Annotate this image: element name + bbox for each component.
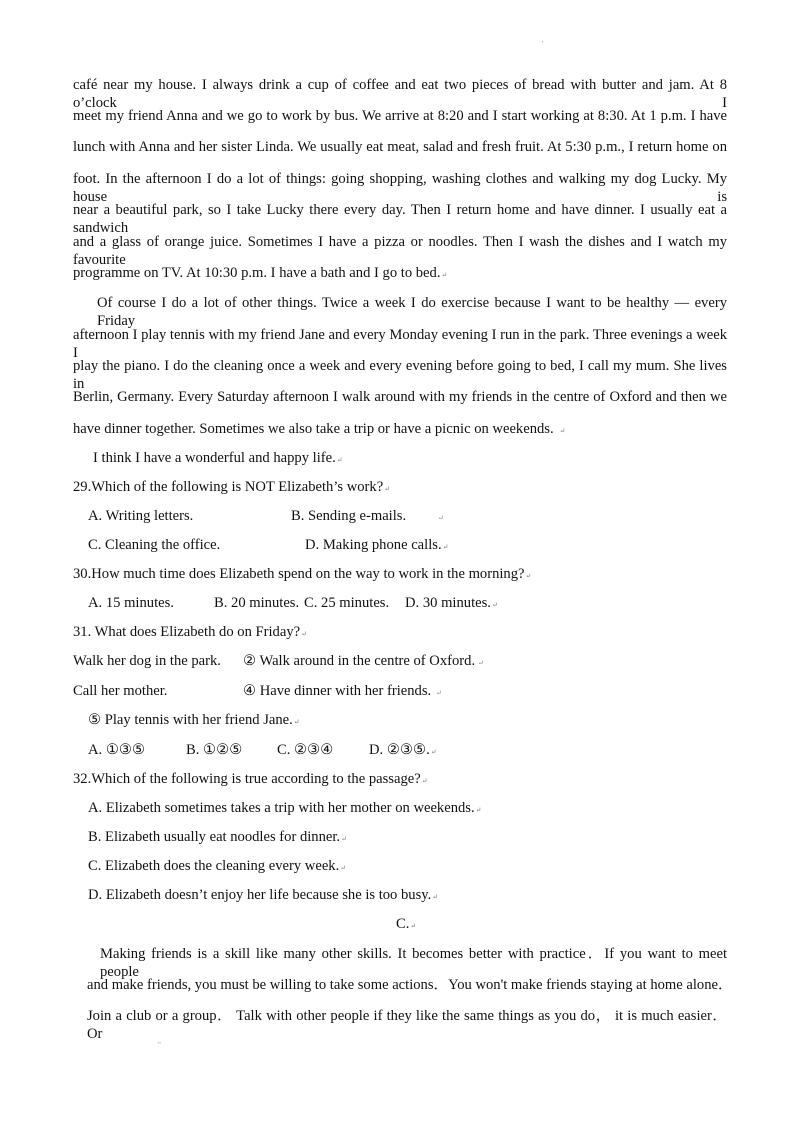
passage-b-line-5: near a beautiful park, so I take Lucky there every day. Then I return home and have dinner. I usually eat a sandwich	[73, 202, 727, 236]
passage-c-line-2: and make friends, you must be willing to take some actions．You won't make friends staying at home alone．	[87, 977, 733, 993]
question-29-option-a: A. Writing letters.	[88, 508, 194, 524]
question-32-option-a-text: A. Elizabeth sometimes takes a trip with her mother on weekends.	[88, 800, 475, 816]
question-32-option-b	[88, 828, 347, 848]
paragraph-mark: ↵	[559, 427, 566, 435]
question-32-option-a	[88, 799, 482, 819]
question-32-option-d-text: D. Elizabeth doesn’t enjoy her life because she is too busy.	[88, 887, 432, 903]
question-31-item-5-text: ⑤ Play tennis with her friend Jane.	[88, 712, 293, 728]
paragraph-mark: ↵	[436, 689, 442, 697]
question-29-option-d-text: D. Making phone calls.	[305, 537, 442, 553]
question-31-item-1: Walk her dog in the park.	[73, 653, 221, 669]
bottom-mark: "	[158, 1041, 161, 1049]
passage-b-line-8: Of course I do a lot of other things. Twice a week I do exercise because I want to be healthy — every Friday	[97, 295, 727, 329]
paragraph-mark: ↵	[438, 514, 444, 522]
top-mark: '	[542, 40, 544, 48]
question-31-option-c: C. ②③④	[277, 742, 334, 758]
question-30-text: 30.How much time does Elizabeth spend on the way to work in the morning?	[73, 566, 525, 582]
question-30-option-a: A. 15 minutes.	[88, 595, 174, 611]
paragraph-mark: ↵	[293, 718, 300, 726]
question-31-option-a: A. ①③⑤	[88, 742, 146, 758]
paragraph-mark: ↵	[432, 893, 439, 901]
paragraph-mark: ↵	[525, 572, 532, 580]
question-31-option-d-text: D. ②③⑤.	[369, 742, 430, 758]
paragraph-mark: ↵	[478, 659, 484, 667]
paragraph-mark: ↵	[301, 630, 307, 638]
section-c-heading	[396, 915, 416, 935]
question-29-option-d	[305, 536, 448, 556]
question-30-option-c: C. 25 minutes.	[304, 595, 390, 611]
question-30-option-d-text: D. 30 minutes.	[405, 595, 491, 611]
question-31-stem	[73, 623, 307, 643]
question-29-option-c: C. Cleaning the office.	[88, 537, 221, 553]
passage-b-line-2: meet my friend Anna and we go to work by bus. We arrive at 8:20 and I start working at 8:30. At 1 p.m. I have	[73, 108, 727, 124]
question-32-option-c	[88, 857, 346, 877]
question-31-item-4: ④ Have dinner with her friends.	[243, 683, 432, 699]
passage-b-line-13	[93, 449, 343, 469]
passage-b-line-7	[73, 264, 447, 284]
passage-b-line-11: Berlin, Germany. Every Saturday afternoon I walk around with my friends in the centre of Oxford and then we	[73, 389, 727, 405]
passage-b-line-3: lunch with Anna and her sister Linda. We usually eat meat, salad and fresh fruit. At 5:30 p.m., I return home on	[73, 139, 727, 155]
question-31-option-b: B. ①②⑤	[186, 742, 243, 758]
section-c-heading-text: C.	[396, 916, 410, 932]
question-30-stem	[73, 565, 531, 585]
question-29-text: 29.Which of the following is NOT Elizabeth’s work?	[73, 479, 384, 495]
question-31-option-d	[369, 741, 437, 761]
paragraph-mark: ↵	[430, 748, 437, 756]
paragraph-mark: ↵	[442, 543, 449, 551]
passage-b-line-1: café near my house. I always drink a cup of coffee and eat two pieces of bread with butter and jam. At 8 o’clock I	[73, 77, 727, 111]
paragraph-mark: ↵	[341, 835, 347, 843]
paragraph-mark: ↵	[410, 922, 417, 930]
question-32-option-b-text: B. Elizabeth usually eat noodles for dinner.	[88, 829, 341, 845]
passage-c-line-3: Join a club or a group． Talk with other people if they like the same things as you do， it is much easier．Or	[87, 1008, 727, 1042]
question-31-item-3: Call her mother.	[73, 683, 168, 699]
question-32-stem	[73, 770, 428, 790]
passage-b-line-7-text: programme on TV. At 10:30 p.m. I have a bath and I go to bed.	[73, 265, 441, 281]
paragraph-mark: ↵	[421, 777, 428, 785]
passage-b-line-12	[73, 420, 566, 440]
question-29-stem	[73, 478, 390, 498]
question-31-text: 31. What does Elizabeth do on Friday?	[73, 624, 301, 640]
paragraph-mark: ↵	[340, 864, 347, 872]
question-30-option-d	[405, 594, 498, 614]
passage-b-line-6: and a glass of orange juice. Sometimes I have a pizza or noodles. Then I wash the dishes and I watch my favourite	[73, 234, 727, 268]
passage-b-line-12-text: have dinner together. Sometimes we also take a trip or have a picnic on weekends.	[73, 421, 554, 437]
question-32-option-c-text: C. Elizabeth does the cleaning every week.	[88, 858, 340, 874]
passage-b-line-13-text: I think I have a wonderful and happy life.	[93, 450, 336, 466]
question-32-option-d	[88, 886, 438, 906]
question-31-item-5	[88, 711, 300, 731]
question-30-option-b: B. 20 minutes.	[214, 595, 300, 611]
paragraph-mark: ↵	[336, 456, 343, 464]
question-32-text: 32.Which of the following is true according to the passage?	[73, 771, 421, 787]
paragraph-mark: ↵	[475, 806, 482, 814]
paragraph-mark: ↵	[491, 601, 498, 609]
passage-b-line-4: foot. In the afternoon I do a lot of things: going shopping, washing clothes and walking my dog Lucky. My house is	[73, 171, 727, 205]
passage-b-line-10: play the piano. I do the cleaning once a week and every evening before going to bed, I call my mum. She lives in	[73, 358, 727, 392]
question-29-option-b: B. Sending e-mails.	[291, 508, 407, 524]
question-31-item-2: ② Walk around in the centre of Oxford.	[243, 653, 476, 669]
passage-b-line-9: afternoon I play tennis with my friend Jane and every Monday evening I run in the park. Three evenings a week I	[73, 327, 727, 361]
paragraph-mark: ↵	[384, 485, 391, 493]
passage-c-line-1: Making friends is a skill like many other skills. It becomes better with practice．If you want to meet people	[100, 946, 727, 980]
paragraph-mark: ↵	[441, 271, 448, 279]
